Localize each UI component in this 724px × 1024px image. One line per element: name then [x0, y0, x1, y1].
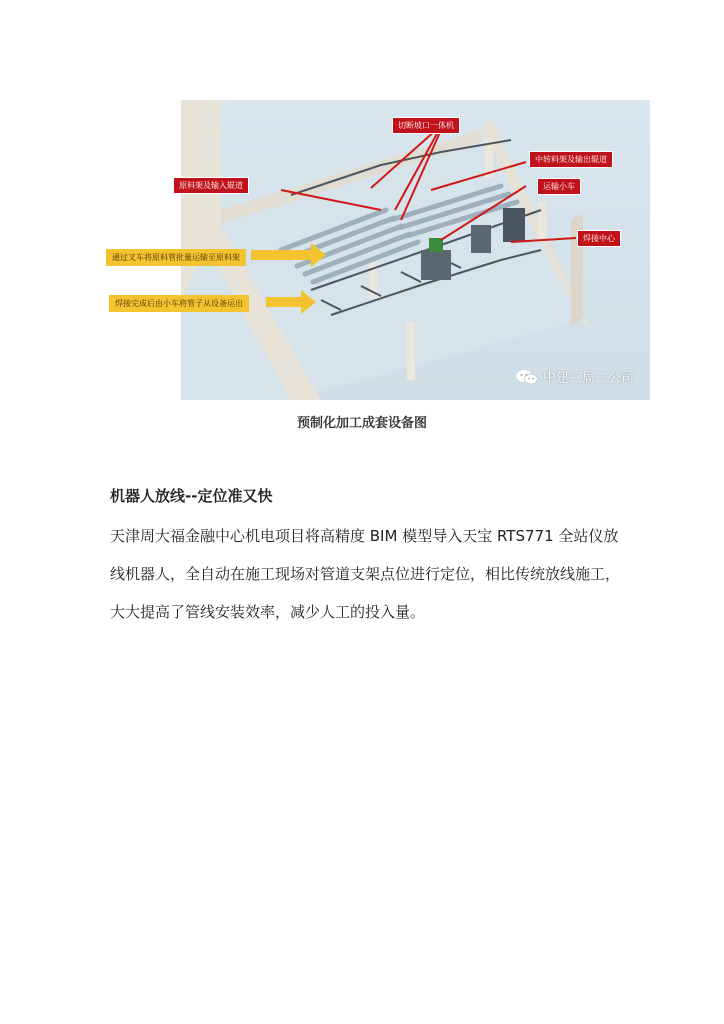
section-heading: 机器人放线--定位准又快: [110, 487, 273, 505]
body-paragraph: 天津周大福金融中心机电项目将高精度 BIM 模型导入天宝 RTS771 全站仪放线机器人，全自动在施工现场对管道支架点位进行定位，相比传统放线施工，大大提高了管线安装效率，减少人工的投入量。: [110, 527, 621, 621]
label-raw-rack-text: 原料架及输入辊道: [179, 181, 243, 190]
label-raw-rack: [173, 177, 249, 194]
label-welding-center: 焊接中心: [577, 230, 621, 247]
label-cutting-machine: 切断坡口一体机: [392, 117, 460, 134]
factory-illustration: [181, 100, 650, 400]
label-transfer-rack: 中转料架及输出辊道: [529, 151, 613, 168]
label-transport-cart: 运输小车: [537, 178, 581, 195]
figure-caption: 预制化加工成套设备图: [296, 416, 427, 431]
equipment-figure: [112, 100, 650, 400]
watermark: [516, 367, 634, 386]
wechat-icon: [516, 369, 538, 385]
watermark-text: 中建三局二公司: [542, 371, 634, 386]
label-forklift-transport: 通过叉车将原料管批量运输至原料架: [106, 249, 246, 266]
label-cart-output: 焊接完成后由小车将管子从设备运出: [109, 295, 249, 312]
